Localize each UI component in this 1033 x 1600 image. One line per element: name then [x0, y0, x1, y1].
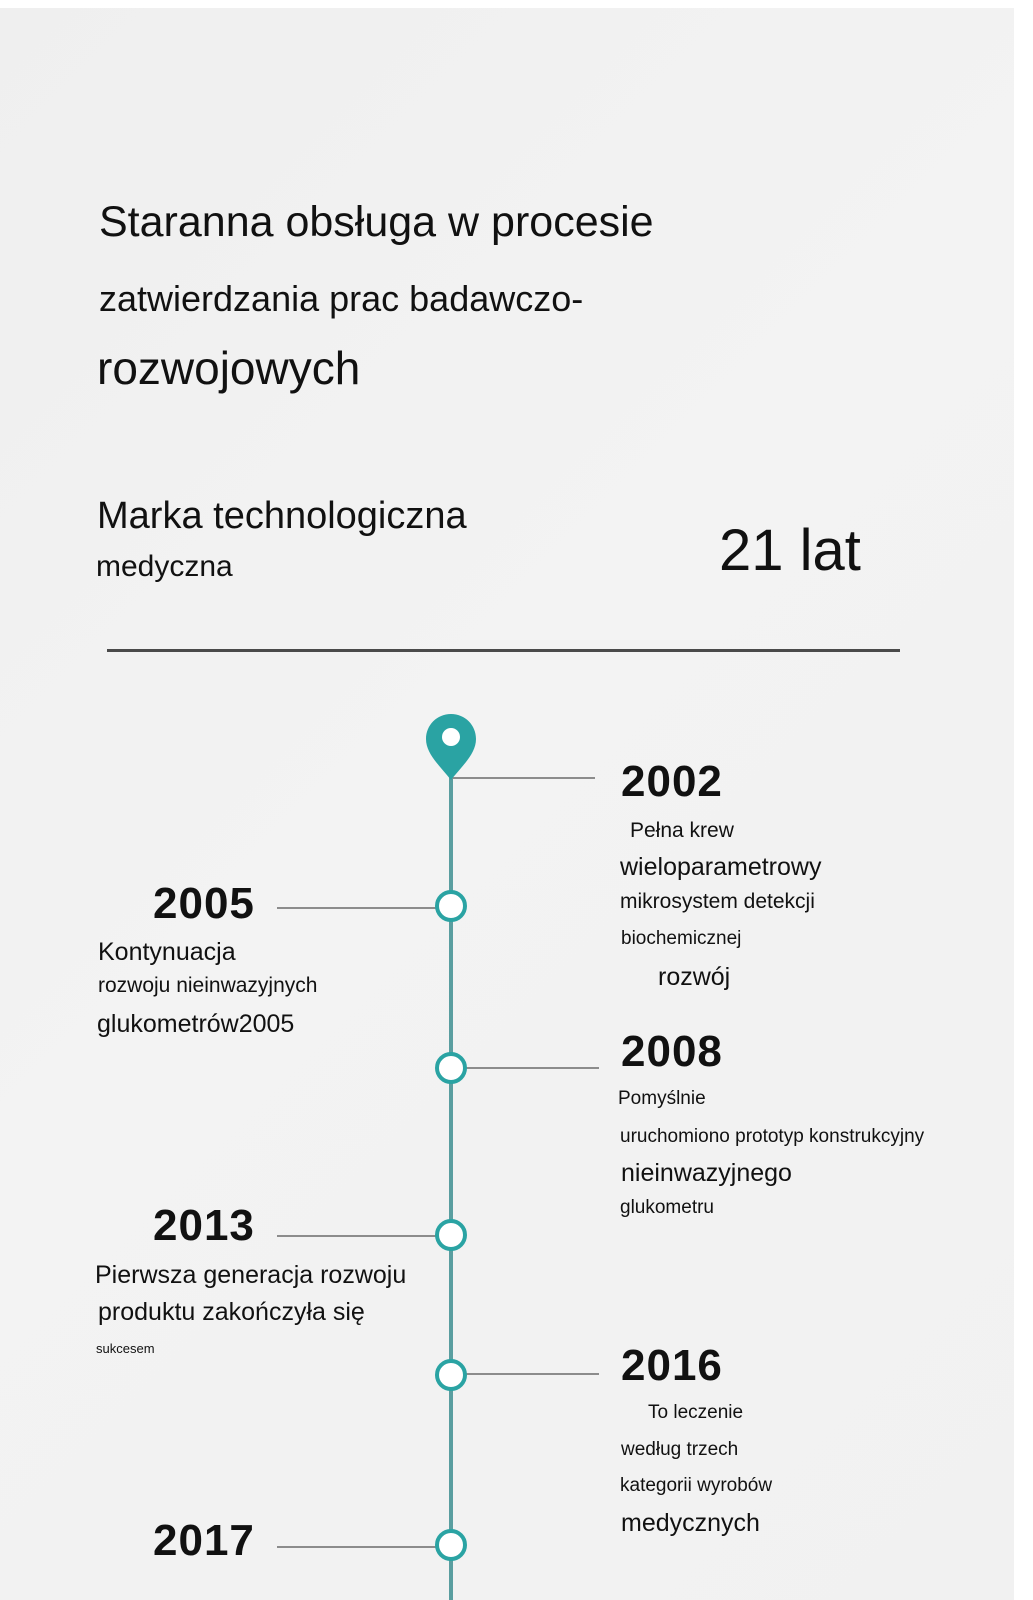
- ring-node-icon-2017: [437, 1531, 465, 1559]
- brand-line-1: Marka technologiczna: [97, 495, 467, 537]
- page-background: [0, 8, 1014, 1600]
- milestone-2008-line-3: nieinwazyjnego: [621, 1159, 792, 1187]
- milestone-2002-line-5: rozwój: [658, 963, 731, 991]
- milestone-2002-line-1: Pełna krew: [630, 819, 734, 842]
- milestone-year-2017: 2017: [153, 1516, 255, 1565]
- milestone-2013-line-2: produktu zakończyła się: [98, 1298, 365, 1326]
- milestone-2008-line-2: uruchomiono prototyp konstrukcyjny: [620, 1126, 925, 1147]
- milestone-2008-line-1: Pomyślnie: [618, 1088, 706, 1109]
- brand-years: 21 lat: [719, 518, 861, 583]
- milestone-year-2016: 2016: [621, 1341, 723, 1390]
- milestone-2016-line-2: według trzech: [621, 1439, 739, 1460]
- milestone-year-2002: 2002: [621, 757, 723, 806]
- milestone-2002-line-2: wieloparametrowy: [620, 853, 822, 881]
- milestone-2013-line-1: Pierwsza generacja rozwoju: [95, 1261, 407, 1289]
- headline-line-2: zatwierdzania prac badawczo-: [99, 278, 584, 319]
- ring-node-icon-2005: [437, 892, 465, 920]
- milestone-2002-line-3: mikrosystem detekcji: [620, 890, 815, 913]
- milestone-year-2013: 2013: [153, 1201, 255, 1250]
- milestone-2005-line-1: Kontynuacja: [98, 938, 236, 966]
- milestone-2016-line-4: medycznych: [621, 1509, 760, 1537]
- headline-line-1: Staranna obsługa w procesie: [99, 198, 654, 246]
- timeline-graphic: [0, 8, 1014, 1600]
- milestone-2002-line-4: biochemicznej: [621, 928, 742, 949]
- brand-line-2: medyczna: [96, 550, 233, 583]
- headline-line-3: rozwojowych: [97, 342, 361, 394]
- milestone-2005-line-3: glukometrów2005: [97, 1010, 295, 1038]
- ring-node-icon-2013: [437, 1221, 465, 1249]
- milestone-2013-line-3: sukcesem: [96, 1341, 155, 1356]
- milestone-2005-line-2: rozwoju nieinwazyjnych: [98, 974, 318, 997]
- milestone-2008-line-4: glukometru: [620, 1197, 714, 1218]
- milestone-2016-line-3: kategorii wyrobów: [620, 1475, 773, 1496]
- milestone-2016-line-1: To leczenie: [648, 1402, 744, 1423]
- milestone-year-2005: 2005: [153, 879, 255, 928]
- map-pin-icon: [426, 714, 476, 780]
- ring-node-icon-2008: [437, 1054, 465, 1082]
- milestone-year-2008: 2008: [621, 1027, 723, 1076]
- ring-node-icon-2016: [437, 1361, 465, 1389]
